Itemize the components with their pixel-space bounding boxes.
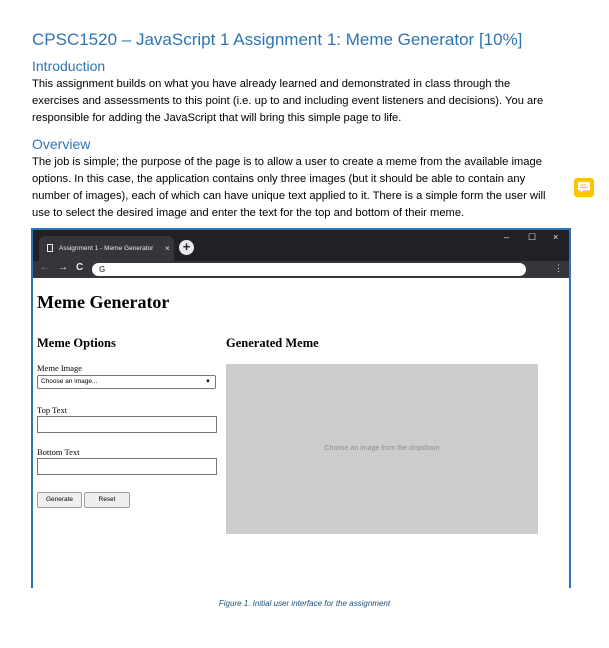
- paragraph-line: This assignment builds on what you have already learned and demonstrated in class through the: [32, 78, 511, 90]
- document-title: CPSC1520 – JavaScript 1 Assignment 1: Meme Generator [10%]: [32, 30, 523, 49]
- paragraph-line: number of images), each of which can have unique text applied to it. There is a simple form the user will: [32, 190, 546, 202]
- select-value: Choose an image...: [41, 378, 98, 385]
- paragraph-line: exercises and assessments to this point (i.e. up to and including event listeners and decisions). You are: [32, 95, 544, 107]
- paragraph-line: options. In this case, the application contains only three images (but it should be able to contain any: [32, 173, 526, 185]
- tab-title: Assignment 1 - Meme Generator: [59, 245, 154, 252]
- browser-screenshot: [31, 228, 571, 588]
- document-icon: [47, 244, 53, 252]
- paragraph-line: use to select the desired image and enter the text for the top and bottom of their meme.: [32, 207, 465, 219]
- browser-toolbar: [33, 261, 569, 278]
- minimize-icon[interactable]: –: [504, 232, 510, 242]
- section-heading-overview: Overview: [32, 136, 91, 152]
- reset-button[interactable]: Reset: [84, 492, 130, 508]
- browser-tab[interactable]: [39, 236, 174, 261]
- meme-image-select[interactable]: [37, 375, 216, 389]
- maximize-icon[interactable]: ☐: [528, 232, 537, 242]
- comment-glyph-icon: [578, 182, 590, 193]
- section-heading-introduction: Introduction: [32, 58, 106, 74]
- browser-menu-icon[interactable]: ⋮: [554, 263, 563, 273]
- close-window-icon[interactable]: ×: [553, 232, 559, 242]
- forward-arrow-icon[interactable]: →: [58, 262, 68, 273]
- reload-icon[interactable]: C: [76, 262, 84, 273]
- overview-paragraph: [32, 154, 577, 222]
- preview-placeholder-text: Choose an image from the dropdown: [324, 445, 440, 452]
- bottom-text-input[interactable]: [37, 458, 217, 475]
- generated-meme-heading: Generated Meme: [226, 336, 319, 350]
- top-text-label: Top Text: [37, 405, 68, 415]
- top-text-input[interactable]: [37, 416, 217, 433]
- dropdown-caret-icon: ▼: [205, 379, 211, 385]
- comment-icon[interactable]: [574, 178, 594, 197]
- paragraph-line: The job is simple; the purpose of the page is to allow a user to create a meme from the available image: [32, 156, 542, 168]
- tab-close-icon[interactable]: ×: [165, 244, 170, 253]
- google-icon: G: [99, 265, 106, 274]
- back-arrow-icon[interactable]: ←: [40, 262, 50, 273]
- new-tab-button[interactable]: +: [179, 240, 194, 255]
- page-heading: Meme Generator: [37, 292, 170, 312]
- meme-preview-area: [226, 364, 538, 534]
- meme-image-label: Meme Image: [37, 363, 83, 373]
- introduction-paragraph: [32, 76, 577, 127]
- meme-options-heading: Meme Options: [37, 336, 116, 350]
- browser-tab-strip: [33, 230, 569, 261]
- paragraph-line: responsible for adding the JavaScript that will bring this simple page to life.: [32, 112, 402, 124]
- bottom-text-label: Bottom Text: [37, 447, 80, 457]
- figure-caption: Figure 1. Initial user interface for the assignment: [218, 599, 391, 608]
- generate-button[interactable]: Generate: [37, 492, 82, 508]
- address-bar[interactable]: [92, 263, 526, 276]
